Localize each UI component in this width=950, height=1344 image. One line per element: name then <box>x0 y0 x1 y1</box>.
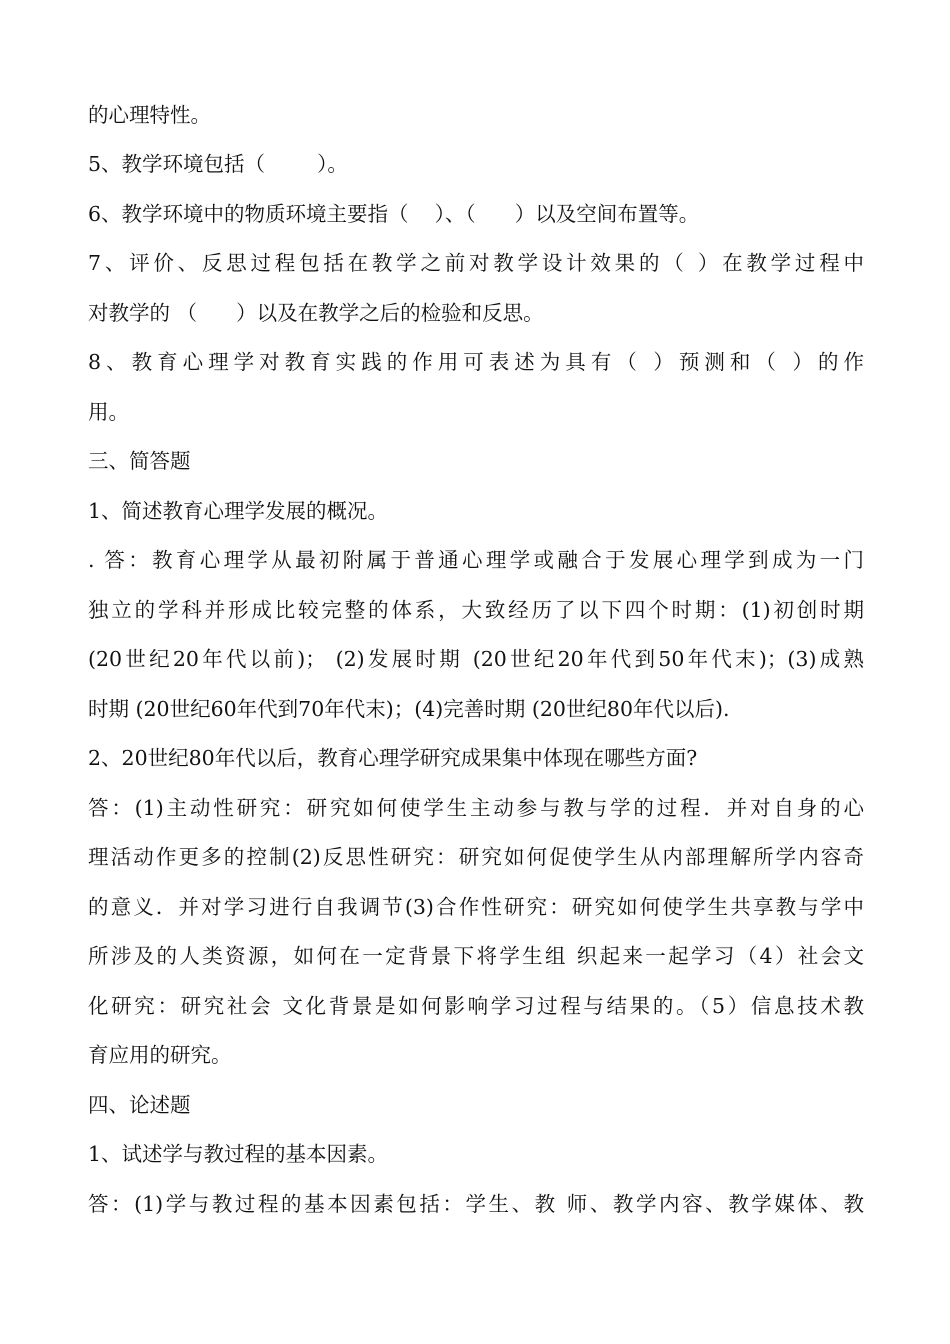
text-line: 的心理特性。 <box>88 103 211 127</box>
section-heading-essay: 四、论述题 <box>88 1093 191 1117</box>
answer-text-line: 答：(1)主动性研究：研究如何使学生主动参与教与学的过程．并对自身的心 <box>88 796 864 820</box>
fill-in-question-5: 5、教学环境包括（ ）。 <box>88 152 348 176</box>
answer-text-line: 理活动作更多的控制(2)反思性研究：研究如何促使学生从内部理解所学内容奇 <box>88 845 864 869</box>
fill-in-question-6: 6、教学环境中的物质环境主要指（ ）、（ ）以及空间布置等。 <box>88 202 700 226</box>
fill-in-question-8-cont: 用。 <box>88 400 129 424</box>
section-heading-short-answer: 三、简答题 <box>88 449 191 473</box>
fill-in-question-7: 7、评价、反思过程包括在教学之前对教学设计效果的（ ）在教学过程中 <box>88 251 864 275</box>
answer-text-line: 所涉及的人类资源，如何在一定背景下将学生组 织起来一起学习（4）社会文 <box>88 944 864 968</box>
answer-text-line: 的意义．并对学习进行自我调节(3)合作性研究：研究如何使学生共享教与学中 <box>88 895 864 919</box>
short-answer-question-1: 1、简述教育心理学发展的概况。 <box>88 499 389 523</box>
fill-in-question-8: 8、教育心理学对教育实践的作用可表述为具有（ ）预测和（ ）的作 <box>88 350 864 374</box>
answer-text-line: 育应用的研究。 <box>88 1043 232 1067</box>
essay-question-1: 1、试述学与教过程的基本因素。 <box>88 1142 389 1166</box>
answer-text-line: 独立的学科并形成比较完整的体系，大致经历了以下四个时期：(1)初创时期 <box>88 598 864 622</box>
fill-in-question-7-cont: 对教学的 （ ）以及在教学之后的检验和反思。 <box>88 301 544 325</box>
answer-text-line: (20世纪20年代以前)； (2)发展时期 (20世纪20年代到50年代末)；(3)成熟 <box>88 647 864 671</box>
answer-text-line: 化研究：研究社会 文化背景是如何影响学习过程与结果的。（5）信息技术教 <box>88 994 864 1018</box>
answer-text-line: . 答：教育心理学从最初附属于普通心理学或融合于发展心理学到成为一门 <box>88 548 864 572</box>
answer-text-line: 答：(1)学与教过程的基本因素包括：学生、教 师、教学内容、教学媒体、教 <box>88 1192 864 1216</box>
answer-text-line: 时期 (20世纪60年代到70年代末)；(4)完善时期 (20世纪80年代以后). <box>88 697 730 721</box>
short-answer-question-2: 2、20世纪80年代以后，教育心理学研究成果集中体现在哪些方面? <box>88 746 698 770</box>
